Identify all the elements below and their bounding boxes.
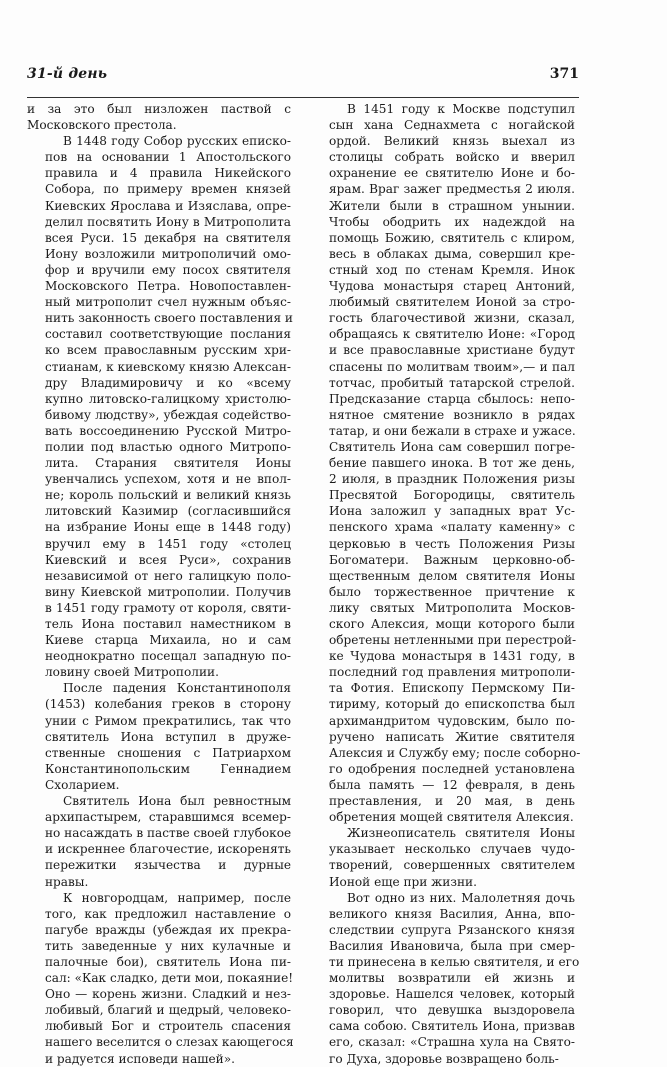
- text-line: того, как предложил наставление о: [45, 906, 291, 921]
- text-line: унии с Римом прекратились, так что: [45, 713, 291, 728]
- text-line: ко всем православным русским хри-: [45, 343, 291, 358]
- text-line: неоднократно посещал западную по-: [45, 649, 291, 664]
- text-line: Схоларием.: [45, 777, 120, 792]
- text-line: преставления, и 20 мая, в день: [329, 794, 575, 809]
- text-line: тириму, который до епископства был: [329, 697, 575, 712]
- text-line: (1453) колебания греков в сторону: [45, 697, 291, 712]
- header-rule: [27, 97, 579, 98]
- right-column: [311, 101, 581, 1067]
- text-line: Ионой еще при жизни.: [329, 874, 477, 889]
- text-line: ственные сношения с Патриархом: [45, 745, 291, 760]
- text-line: пенского храма «палату каменну» с: [329, 520, 575, 535]
- text-line: Собора, по примеру времен князей: [45, 182, 291, 197]
- text-line: купно литовско-галицкому христолю-: [45, 391, 291, 406]
- text-line: вручил ему в 1451 году «столец: [45, 536, 291, 551]
- text-line: тотчас, пробитый татарской стрелой.: [329, 375, 575, 390]
- text-line: ручено написать Житие святителя: [329, 729, 575, 744]
- paragraph: [311, 890, 580, 1067]
- text-line: следствии супруга Рязанского князя: [329, 922, 575, 937]
- text-line: ярам. Враг зажег предместья 2 июля.: [329, 182, 575, 197]
- text-line: было торжественное причтение к: [329, 584, 575, 599]
- text-line: стный ход по стенам Кремля. Инок: [329, 262, 575, 277]
- text-line: молитвы возвратили ей жизнь и: [329, 971, 575, 986]
- paragraph: [311, 101, 581, 825]
- text-line: говорил, что девушка выздоровела: [329, 1003, 575, 1018]
- text-line: правила и 4 правила Никейского: [45, 166, 291, 181]
- text-line: ордой. Великий князь выехал из: [329, 134, 575, 149]
- text-line: Иону возложили митрополичий омо-: [45, 246, 291, 261]
- text-line: бивому людству», убеждая содейство-: [45, 407, 291, 422]
- text-line: Чудова монастыря старец Антоний,: [329, 279, 575, 294]
- paragraph: [27, 101, 291, 133]
- running-title: 31-й день: [27, 66, 108, 82]
- text-line: Иона заложил у западных врат Ус-: [329, 504, 575, 519]
- text-line: тить заведенные у них кулачные и: [45, 938, 291, 953]
- paragraph: [27, 890, 294, 1067]
- text-line: та Фотия. Епископу Пермскому Пи-: [329, 681, 575, 696]
- text-line: пагубе вражды (убеждая их прекра-: [45, 922, 291, 937]
- text-line: бение павшего инока. В тот же день,: [329, 456, 575, 471]
- text-line: церковью в честь Положения Ризы: [329, 536, 575, 551]
- text-line: и искреннее благочестие, искоренять: [45, 842, 291, 857]
- text-line: архимандритом чудовским, было по-: [329, 713, 575, 728]
- text-line: лобивый, благий и щедрый, человеко-: [45, 1003, 291, 1018]
- text-line: была память — 12 февраля, в день: [329, 777, 575, 792]
- text-line: В 1451 году к Москве подступил: [347, 102, 575, 116]
- text-line: Чтобы ободрить их надеждой на: [329, 214, 575, 229]
- text-line: Московского престола.: [27, 118, 177, 133]
- text-line: пов на основании 1 Апостольского: [45, 150, 291, 165]
- text-line: Константинопольским Геннадием: [45, 761, 291, 776]
- text-line: щественным делом святителя Ионы: [329, 568, 575, 583]
- text-line: на избрание Ионы еще в 1448 году): [45, 520, 291, 535]
- text-line: здоровье. Нашелся человек, который: [329, 987, 575, 1002]
- page-number: 371: [549, 66, 579, 82]
- paragraph: [27, 680, 291, 793]
- text-line: помощь Божию, святитель с клиром,: [329, 230, 575, 245]
- text-line: татар, и они бежали в страхе и ужасе.: [329, 423, 576, 438]
- text-line: сама собою. Святитель Иона, призвав: [329, 1019, 575, 1034]
- running-header: [27, 66, 579, 88]
- text-line: всея Руси. 15 декабря на святителя: [45, 230, 291, 245]
- text-line: 2 июля, в праздник Положения ризы: [329, 472, 575, 487]
- text-line: вину Киевской митрополии. Получив: [45, 584, 291, 599]
- text-line: Святитель Иона был ревностным: [63, 794, 291, 809]
- text-line: но насаждать в пастве своей глубокое: [45, 826, 292, 841]
- text-line: увенчались успехом, хотя и не впол-: [45, 472, 291, 487]
- text-line: полии под властью одного Митропо-: [45, 439, 291, 454]
- text-line: ского Алексия, мощи которого были: [329, 617, 575, 631]
- text-line: нятное смятение возникло в рядах: [329, 407, 575, 422]
- text-line: ный митрополит счел нужным объяс-: [45, 295, 291, 310]
- text-line: нить законность своего поставления и: [45, 311, 293, 326]
- text-line: его, сказал: «Страшна хула на Свято-: [329, 1035, 575, 1050]
- text-line: обращаясь к святителю Ионе: «Город: [329, 327, 575, 342]
- text-line: ке Чудова монастыря в 1431 году, в: [329, 649, 575, 664]
- text-line: Киеве старца Михаила, но и сам: [45, 633, 291, 648]
- text-line: Киевский и всея Руси», сохранив: [45, 552, 291, 567]
- text-line: Жители были в страшном унынии.: [329, 198, 575, 213]
- text-line: весь в облаках дыма, совершил кре-: [329, 246, 575, 261]
- text-line: любивый Бог и строитель спасения: [45, 1019, 291, 1034]
- text-line: сын хана Седнахмета с ногайской: [329, 118, 575, 133]
- text-line: и за это был низложен паствой с: [27, 102, 291, 116]
- text-line: и радуется исповеди нашей».: [45, 1051, 235, 1066]
- text-line: не; король польский и великий князь: [45, 488, 291, 503]
- text-line: Предсказание старца сбылось: непо-: [329, 391, 575, 406]
- text-line: Пресвятой Богородицы, святитель: [329, 488, 575, 503]
- text-line: Московского Петра. Новопоставлен-: [45, 279, 291, 294]
- paragraph: [311, 825, 575, 889]
- text-line: архипастырем, старавшимся всемер-: [45, 810, 291, 825]
- text-line: Вот одно из них. Малолетняя дочь: [347, 890, 575, 905]
- text-line: пережитки язычества и дурные: [45, 858, 291, 873]
- text-line: Жизнеописатель святителя Ионы: [347, 826, 575, 841]
- text-line: нашего веселится о слезах кающегося: [45, 1035, 294, 1050]
- text-line: Богоматери. Важным церковно-об-: [329, 552, 575, 567]
- text-line: Василия Ивановича, была при смер-: [329, 938, 575, 953]
- text-line: вать воссоединению Русской Митро-: [45, 423, 291, 438]
- text-line: охранение ее святителю Ионе и бо-: [329, 166, 575, 181]
- text-line: дру Владимировичу и ко «всему: [45, 375, 291, 390]
- text-line: Святитель Иона сам совершил погре-: [329, 439, 575, 454]
- text-line: тель Иона поставил наместником в: [45, 617, 291, 631]
- text-line: лику святых Митрополита Москов-: [329, 600, 575, 615]
- text-line: литовский Казимир (согласившийся: [45, 504, 291, 519]
- text-line: ловину своей Митрополии.: [45, 665, 219, 680]
- text-line: составил соответствующие послания: [45, 327, 291, 342]
- text-line: святитель Иона вступил в друже-: [45, 729, 291, 744]
- text-line: творений, совершенных святителем: [329, 858, 575, 873]
- text-line: стианам, к киевскому князю Алексан-: [45, 359, 291, 374]
- text-line: фор и вручили ему посох святителя: [45, 262, 291, 277]
- text-line: го Духа, здоровье возвращено боль-: [329, 1051, 559, 1066]
- text-line: последний год правления митрополи-: [329, 665, 575, 680]
- text-line: го одобрения последней установлена: [329, 761, 575, 776]
- text-line: После падения Константинополя: [63, 681, 291, 696]
- text-line: обретения мощей святителя Алексия.: [329, 810, 574, 825]
- text-line: гость благочестивой жизни, сказал,: [329, 311, 575, 326]
- left-column: [27, 101, 294, 1067]
- text-line: и все православные христиане будут: [329, 343, 575, 358]
- text-line: К новгородцам, например, после: [63, 890, 291, 905]
- text-line: Оно — корень жизни. Сладкий и нез-: [45, 987, 291, 1002]
- paragraph: [27, 133, 291, 680]
- text-line: лита. Старания святителя Ионы: [45, 456, 291, 471]
- text-line: обретены нетленными при перестрой-: [329, 633, 577, 648]
- text-line: великого князя Василия, Анна, впо-: [329, 906, 575, 921]
- text-line: любимый святителем Ионой за стро-: [329, 295, 575, 310]
- text-line: указывает несколько случаев чудо-: [329, 842, 575, 857]
- text-line: В 1448 году Собор русских еписко-: [63, 134, 291, 149]
- text-line: спасены по молитвам твоим»,— и пал: [329, 359, 575, 374]
- text-line: независимой от него галицкую поло-: [45, 568, 291, 583]
- text-line: делил посвятить Иону в Митрополита: [45, 214, 291, 229]
- text-line: Алексия и Службу ему; после соборно-: [329, 745, 581, 760]
- text-line: ти принесена в келью святителя, и его: [329, 954, 580, 969]
- text-line: нравы.: [45, 874, 89, 889]
- text-line: палочные бои), святитель Иона пи-: [45, 954, 291, 969]
- text-line: столицы собрать войско и вверил: [329, 150, 575, 165]
- text-line: Киевских Ярослава и Изяслава, опре-: [45, 198, 291, 213]
- paragraph: [27, 793, 291, 890]
- text-line: в 1451 году грамоту от короля, святи-: [45, 600, 291, 615]
- text-line: сал: «Как сладко, дети мои, покаяние!: [45, 971, 294, 986]
